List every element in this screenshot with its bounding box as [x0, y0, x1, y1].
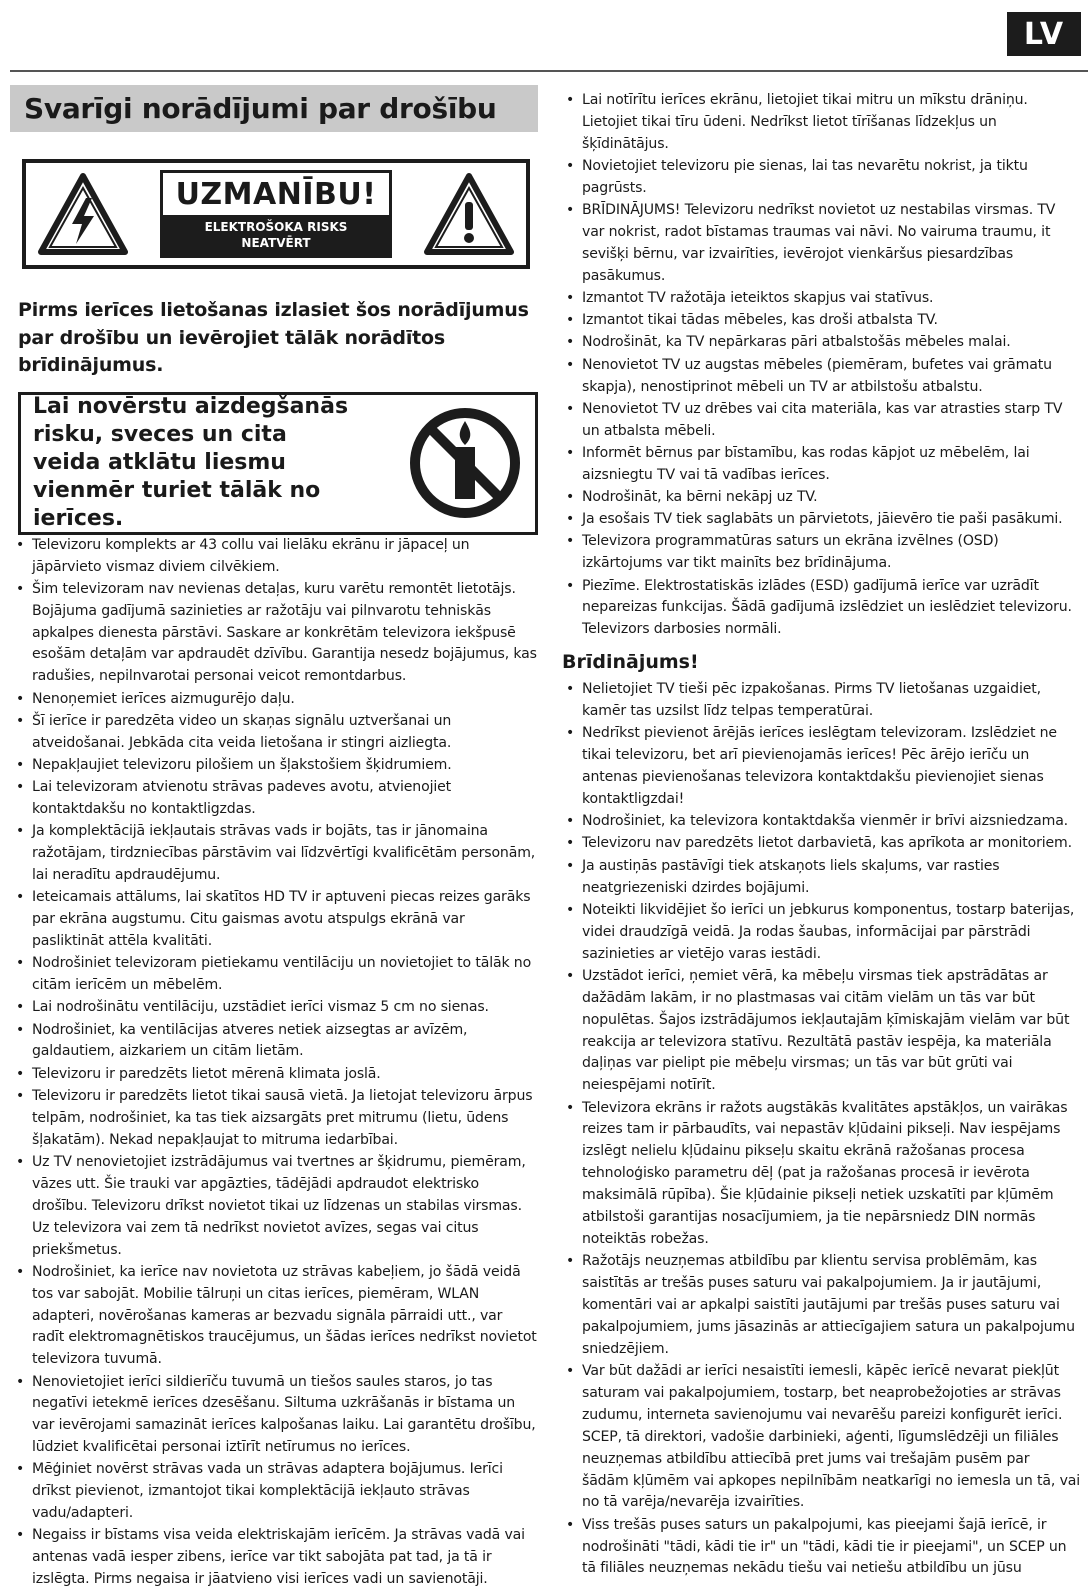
list-item: • Šī ierīce ir paredzēta video un skaņas signālu uztveršanai un atveidošanai. Jebkāda cita veida lietošana ir stingri aizliegta.: [10, 711, 538, 755]
safety-list-right: [560, 90, 1080, 641]
list-item: • Televizora programmatūras saturs un ekrāna izvēlnes (OSD) izkārtojums var tikt mainīts bez brīdinājuma.: [560, 531, 1080, 575]
list-item: • Ieteicamais attālums, lai skatītos HD TV ir aptuveni piecas reizes garāks par ekrāna augstumu. Citu gaismas avotu atspulgs ekrānā var pasliktināt attēla kvalitāti.: [10, 887, 538, 953]
safety-list-left: [10, 535, 538, 1591]
list-item: • Nodrošiniet, ka ventilācijas atveres netiek aizsegtas ar avīzēm, galdautiem, aizkariem un citām lietām.: [10, 1020, 538, 1064]
list-item: • Informēt bērnus par bīstamību, kas rodas kāpjot uz mēbelēm, lai aizsniegtu TV vai tā vadības ierīces.: [560, 443, 1080, 487]
list-item: • Var būt dažādi ar ierīci nesaistīti iemesli, kāpēc ierīcē nevarat piekļūt saturam vai pakalpojumiem, tostarp, bet neaprobežojoties ar strāvas zudumu, interneta savienojumu vai nevarēšu pareizi konfigurēt ierīci. SCEP, tā direktori, vadošie darbinieki, aģenti, līgumslēdzēji un filiāles neuzņemas atbildību attiecībā pret jums vai trešajām pusēm par šādām kļūmēm vai apkopes nepilnībām neatkarīgi no iemesla un tā, vai no tā varēja/nevarēja izvairīties.: [560, 1361, 1080, 1514]
list-item: • Nepakļaujiet televizoru pilošiem un šļakstošiem šķidrumiem.: [10, 755, 538, 777]
list-item: • Televizoru ir paredzēts lietot mērenā klimata joslā.: [10, 1064, 538, 1086]
list-item: • Nenoņemiet ierīces aizmugurējo daļu.: [10, 689, 538, 711]
list-item: • Ja komplektācijā iekļautais strāvas vads ir bojāts, tas ir jānomaina ražotājam, tirdzniecības pārstāvim vai līdzvērtīgi kvalificētām personām, lai neradītu apdraudējumu.: [10, 821, 538, 887]
list-item: • Televizoru ir paredzēts lietot tikai sausā vietā. Ja lietojat televizoru ārpus telpām, nodrošiniet, ka tas tiek aizsargāts pret mitrumu (lietu, ūdens šļakatām). Nekad nepakļaujat to mitruma iedarbībai.: [10, 1086, 538, 1152]
list-item: • Nodrošināt, ka TV nepārkaras pāri atbalstošās mēbeles malai.: [560, 332, 1080, 354]
exclamation-warning-icon: [424, 172, 514, 256]
intro-text: Pirms ierīces lietošanas izlasiet šos norādījumus par drošību un ievērojiet tālāk norādītos brīdinājumus.: [18, 299, 529, 377]
caution-subtext: [163, 215, 389, 255]
left-column: [10, 85, 538, 1591]
list-item: • Šim televizoram nav nevienas detaļas, kuru varētu remontēt lietotājs. Bojājuma gadījumā sazinieties ar ražotāju vai pilnvarotu tehniskās apkalpes dienesta pārstāvi. Saskare ar konkrētām televizora iekšpusē esošām detaļām var apdraudēt dzīvību. Garantija nesedz bojājumus, kas radušies, nepilnvarotai personai veicot remontdarbus.: [10, 579, 538, 689]
list-item: • Piezīme. Elektrostatiskās izlādes (ESD) gadījumā ierīce var uzrādīt nepareizas funkcijas. Šādā gadījumā izslēdziet un ieslēdziet televizoru. Televizors darbosies normāli.: [560, 576, 1080, 642]
list-item: • Nodrošiniet televizoram pietiekamu ventilāciju un novietojiet to tālāk no citām ierīcēm un mēbelēm.: [10, 953, 538, 997]
warning-heading: Brīdinājums!: [562, 651, 699, 674]
caution-label: [22, 159, 530, 269]
list-item: • Izmantot TV ražotāja ieteiktos skapjus vai statīvus.: [560, 288, 1080, 310]
list-item: • Negaiss ir bīstams visa veida elektriskajām ierīcēm. Ja strāvas vadā vai antenas vadā iesper zibens, ierīce var tikt sabojāta pat tad, ja tā ir izslēgta. Pirms negaisa ir jāatvieno visi ierīces vadi un savienotāji.: [10, 1525, 538, 1591]
list-item: • Nenovietot TV uz augstas mēbeles (piemēram, bufetes vai grāmatu skapja), nenostiprinot mēbeli un TV ar atbilstošu atbalstu.: [560, 355, 1080, 399]
list-item: • Nenovietot TV uz drēbes vai cita materiāla, kas var atrasties starp TV un atbalsta mēbeli.: [560, 399, 1080, 443]
list-item: • Lai nodrošinātu ventilāciju, uzstādiet ierīci vismaz 5 cm no sienas.: [10, 997, 538, 1019]
list-item: • Mēģiniet novērst strāvas vada un strāvas adaptera bojājumus. Ierīci drīkst pievienot, izmantojot tikai komplektācijā iekļauto strāvas vadu/adapteri.: [10, 1459, 538, 1525]
top-divider: [10, 70, 1088, 72]
list-item: • Televizora ekrāns ir ražots augstākās kvalitātes apstākļos, un vairākas reizes tam ir pārbaudīts, vai nepastāv kļūdaini pikseļi. Nav iespējams izslēgt nelielu kļūdainu pikseļu skaitu ekrānā ražošanas procesa tehnoloģisko parametru dēļ (pat ja ražošanas procesā ir ievērota maksimālā rūpība). Šie kļūdainie pikseļi netiek uzskatīti par kļūmēm atbilstoši garantijas nosacījumiem, ja tie nepārsniedz DIN normās noteiktās robežas.: [560, 1098, 1080, 1251]
language-badge: LV: [1007, 12, 1081, 56]
list-item: • Nedrīkst pievienot ārējās ierīces ieslēgtam televizoram. Izslēdziet ne tikai televizoru, bet arī pievienojamās ierīces! Pēc ārējo ierīču un antenas pievienošanas televizora kontaktdakšu pievienojiet sienas kontaktligzdai!: [560, 723, 1080, 811]
list-item: • Televizoru nav paredzēts lietot darbavietā, kas aprīkota ar monitoriem.: [560, 833, 1080, 855]
list-item: • Lai televizoram atvienotu strāvas padeves avotu, atvienojiet kontaktdakšu no kontaktligzdas.: [10, 777, 538, 821]
no-open-flame-icon: [407, 405, 523, 521]
list-item: • Televizoru komplekts ar 43 collu vai lielāku ekrānu ir jāpaceļ un jāpārvieto vismaz diviem cilvēkiem.: [10, 535, 538, 579]
warning-list: [560, 679, 1080, 1580]
list-item: • Noteikti likvidējiet šo ierīci un jebkurus komponentus, tostarp baterijas, videi draudzīgā veidā. Ja rodas šaubas, informācijai par pārstrādi sazinieties ar vietējo varas iestādi.: [560, 900, 1080, 966]
list-item: • BRĪDINĀJUMS! Televizoru nedrīkst novietot uz nestabilas virsmas. TV var nokrist, radot bīstamas traumas vai nāvi. No vairuma traumu, it sevišķi bērnu, var izvairīties, ievērojot vienkāršus piesardzības pasākumus.: [560, 200, 1080, 288]
caution-center-panel: [160, 170, 392, 258]
fire-warning-box: [18, 392, 538, 535]
list-item: • Ja esošais TV tiek saglabāts un pārvietots, jāievēro tie paši pasākumi.: [560, 509, 1080, 531]
caution-heading: UZMANĪBU!: [163, 173, 389, 215]
list-item: • Viss trešās puses saturs un pakalpojumi, kas pieejami šajā ierīcē, ir nodrošināti "tādi, kādi tie ir" un "tādi, kādi tie ir pieejami", un SCEP un tā filiāles neuzņemas nekādu tiešu vai netiešu atbildību un jūsu: [560, 1515, 1080, 1581]
list-item: • Nodrošināt, ka bērni nekāpj uz TV.: [560, 487, 1080, 509]
list-item: • Nelietojiet TV tieši pēc izpakošanas. Pirms TV lietošanas uzgaidiet, kamēr tas uzsilst līdz telpas temperatūrai.: [560, 679, 1080, 723]
list-item: • Nodrošiniet, ka televizora kontaktdakša vienmēr ir brīvi aizsniedzama.: [560, 811, 1080, 833]
page-title: Svarīgi norādījumi par drošību: [10, 85, 538, 132]
electric-shock-warning-icon: [38, 172, 128, 256]
caution-line-2: NEATVĒRT: [241, 236, 311, 250]
list-item: • Uz TV nenovietojiet izstrādājumus vai tvertnes ar šķidrumu, piemēram, vāzes utt. Šie trauki var apgāzties, tādējādi apdraudot elektrisko drošību. Televizoru drīkst novietot tikai uz līdzenas un stabilas virsmas. Uz televizora vai zem tā nedrīkst novietot avīzes, segas vai citus priekšmetus.: [10, 1152, 538, 1262]
caution-line-1: ELEKTROŠOKA RISKS: [204, 219, 348, 234]
list-item: • Novietojiet televizoru pie sienas, lai tas nevarētu nokrist, ja tiktu pagrūsts.: [560, 156, 1080, 200]
list-item: • Izmantot tikai tādas mēbeles, kas droši atbalsta TV.: [560, 310, 1080, 332]
right-column: [560, 90, 1080, 1581]
list-item: • Ja austiņās pastāvīgi tiek atskaņots liels skaļums, var rasties neatgriezeniski dzirdes bojājumi.: [560, 856, 1080, 900]
list-item: • Nodrošiniet, ka ierīce nav novietota uz strāvas kabeļiem, jo šādā veidā tos var sabojāt. Mobilie tālruņi un citas ierīces, piemēram, WLAN adapteri, novērošanas kameras ar bezvadu signāla pārraidi utt., var radīt elektromagnētiskos traucējumus, un šādas ierīces nedrīkst novietot televizora tuvumā.: [10, 1262, 538, 1372]
list-item: • Uzstādot ierīci, ņemiet vērā, ka mēbeļu virsmas tiek apstrādātas ar dažādām lakām, ir no plastmasas vai citām vielām un tās var būt nopulētas. Šajos izstrādājumos iekļautajām ķīmiskajām vielām var būt reakcija ar televizora statīvu. Rezultātā pastāv iespēja, ka materiāla daļiņas var pielipt pie mēbeļu virsmas; un tās var būt grūti vai neiespējami notīrīt.: [560, 966, 1080, 1097]
list-item: • Nenovietojiet ierīci sildierīču tuvumā un tiešos saules staros, jo tas negatīvi ietekmē ierīces dzesēšanu. Siltuma uzkrāšanās ir bīstama un var ievērojami samazināt ierīces kalpošanas laiku. Lai garantētu drošību, lūdziet kvalificētai personai iztīrīt netīrumus no ierīces.: [10, 1372, 538, 1460]
list-item: • Lai notīrītu ierīces ekrānu, lietojiet tikai mitru un mīkstu drāniņu. Lietojiet tikai tīru ūdeni. Nedrīkst lietot tīrīšanas līdzekļus un šķīdinātājus.: [560, 90, 1080, 156]
list-item: • Ražotājs neuzņemas atbildību par klientu servisa problēmām, kas saistītās ar trešās puses saturu vai pakalpojumiem. Ja ir jautājumi, komentāri vai ar apkalpi saistīti jautājumi par trešās puses saturu vai pakalpojumiem, jums jāsazinās ar attiecīgajiem satura un pakalpojumu sniedzējiem.: [560, 1251, 1080, 1361]
fire-warning-text: Lai novērstu aizdegšanās risku, sveces un cita veida atklātu liesmu vienmēr turiet tālāk no ierīces.: [33, 393, 349, 532]
